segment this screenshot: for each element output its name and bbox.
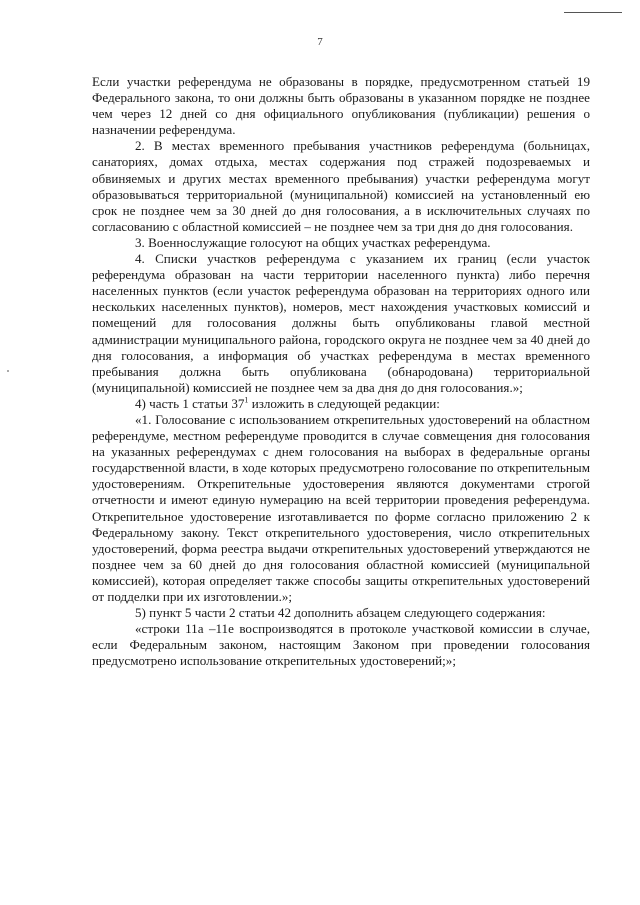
scan-mark bbox=[7, 370, 9, 372]
header-rule bbox=[564, 12, 622, 13]
paragraph-6: «1. Голосование с использованием открепительных удостоверений на областном референдуме, местном референдуме проводится в случае совмещения дня голосования на указанных референдумах с днем голосования на выборах в федеральные органы государственной власти, в ходе которых предусмотрено голосование по открепительным удостоверениям. Открепительные удостоверения являются документами строгой отчетности и имеют единую нумерацию на всей территории проведения референдума. Открепительное удостоверение изготавливается по форме согласно приложению 2 к Федеральному закону. Текст открепительного удостоверения, число открепительных удостоверений, форма реестра выдачи открепительных удостоверений утверждаются не позднее чем за 60 дней до дня голосования областной комиссией (муниципальной комиссией), которая определяет также способы защиты открепительных удостоверений от подделки при их изготовлении.»; bbox=[92, 411, 590, 604]
paragraph-5-text: 4) часть 1 статьи 37 bbox=[135, 395, 245, 411]
paragraph-5 bbox=[92, 396, 590, 412]
paragraph-8: «строки 11а –11е воспроизводятся в протоколе участковой комиссии в случае, если Федеральным законом, настоящим Законом при проведении голосования предусмотрено использование открепительных удостоверений;»; bbox=[92, 621, 590, 669]
paragraph-5-tail: изложить в следующей редакции: bbox=[248, 395, 440, 411]
paragraph-3: 3. Военнослужащие голосуют на общих участках референдума. bbox=[135, 234, 491, 250]
page-number: 7 bbox=[317, 36, 323, 48]
document-body bbox=[92, 74, 590, 669]
paragraph-2: 2. В местах временного пребывания участников референдума (больницах, санаториях, домах отдыха, местах содержания под стражей подозреваемых и обвиняемых и других местах временного пребывания) участки референдума могут образовываться территориальной (муниципальной) комиссией на установленный ею срок не позднее чем за 30 дней до дня голосования, а в исключительных случаях по согласованию с областной комиссией – не позднее чем за три дня до дня голосования. bbox=[92, 138, 590, 234]
paragraph-7: 5) пункт 5 части 2 статьи 42 дополнить абзацем следующего содержания: bbox=[135, 605, 546, 621]
paragraph-4: 4. Списки участков референдума с указанием их границ (если участок референдума образован на части территории населенного пункта) либо перечня населенных пунктов (если участок референдума образован на территориях одного или нескольких населенных пунктов), номеров, мест нахождения участковых комиссий и помещений для голосования должны быть опубликованы главой местной администрации муниципального района, городского округа не позднее чем за 40 дней до дня голосования, а информация об участках референдума в местах временного пребывания должна быть опубликована (обнародована) территориальной (муниципальной) комиссией не позднее чем за два дня до дня голосования.»; bbox=[92, 251, 590, 395]
superscript: 1 bbox=[244, 395, 249, 405]
paragraph-1: Если участки референдума не образованы в порядке, предусмотренном статьей 19 Федерального закона, то они должны быть образованы в указанном порядке не позднее чем через 12 дней со дня официального опубликования (публикации) решения о назначении референдума. bbox=[92, 74, 590, 138]
